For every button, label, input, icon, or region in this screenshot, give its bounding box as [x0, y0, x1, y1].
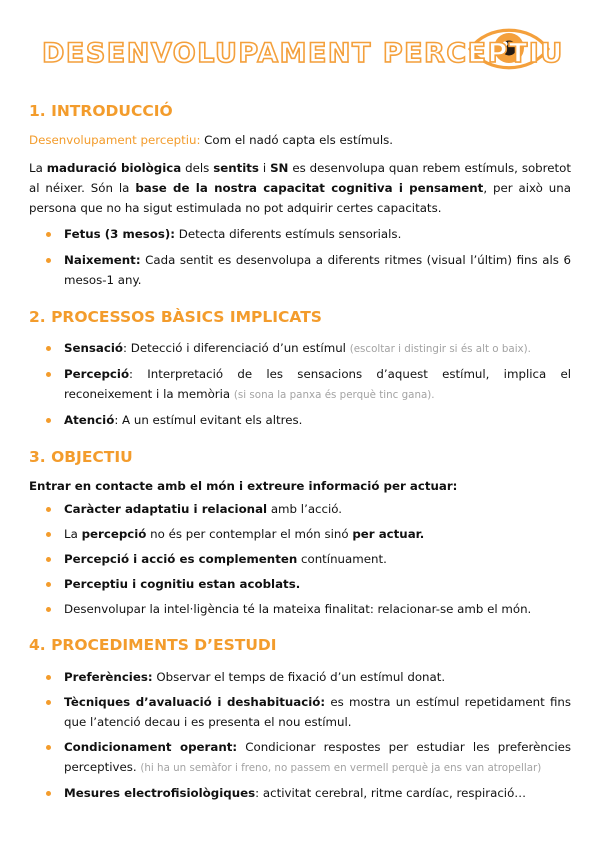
objective-intro: Entrar en contacte amb el món i extreure informació per actuar:	[29, 479, 458, 493]
section-heading-introduccio: 1. INTRODUCCIÓ	[29, 102, 173, 120]
bullet-icon	[46, 791, 51, 796]
bullet-icon	[46, 607, 51, 612]
section-heading-processos: 2. PROCESSOS BÀSICS IMPLICATS	[29, 308, 322, 326]
list-item: Fetus (3 mesos): Detecta diferents estímuls sensorials.	[29, 224, 571, 244]
processes-list	[29, 338, 571, 430]
list-item: Sensació: Detecció i diferenciació d’un estímul (escoltar i distingir si és alt o baix).	[29, 338, 571, 359]
objective-list	[29, 499, 571, 619]
list-item: Condicionament operant: Condicionar respostes per estudiar les preferències perceptives. (hi ha un semàfor i freno, no passem en vermell perquè ja ens van atropellar)	[29, 737, 571, 778]
document-body	[29, 102, 571, 803]
page-header	[0, 18, 600, 88]
bullet-icon	[46, 700, 51, 705]
bullet-icon	[46, 346, 51, 351]
list-item: Mesures electrofisiològiques: activitat cerebral, ritme cardíac, respiració…	[29, 783, 571, 803]
bullet-icon	[46, 675, 51, 680]
intro-list	[29, 224, 571, 290]
list-item: La percepció no és per contemplar el món sinó per actuar.	[29, 524, 571, 544]
section-heading-procediments: 4. PROCEDIMENTS D’ESTUDI	[29, 636, 277, 654]
list-item: Perceptiu i cognitiu estan acoblats.	[29, 574, 571, 594]
bullet-icon	[46, 232, 51, 237]
section-heading-objectiu: 3. OBJECTIU	[29, 448, 133, 466]
definition-paragraph: Desenvolupament perceptiu: Com el nadó capta els estímuls.	[29, 133, 394, 147]
bullet-icon	[46, 372, 51, 377]
bullet-icon	[46, 507, 51, 512]
bullet-icon	[46, 532, 51, 537]
procedures-list	[29, 667, 571, 803]
list-item: Atenció: A un estímul evitant els altres.	[29, 410, 571, 430]
list-item: Naixement: Cada sentit es desenvolupa a diferents ritmes (visual l’últim) fins als 6 mesos-1 any.	[29, 250, 571, 290]
list-item: Caràcter adaptatiu i relacional amb l’acció.	[29, 499, 571, 519]
definition-term: Desenvolupament perceptiu:	[29, 133, 201, 147]
intro-paragraph: La maduració biològica dels sentits i SN es desenvolupa quan rebem estímuls, sobretot al néixer. Són la base de la nostra capacitat cognitiva i pensament, per això una persona que no ha sigut estimulada no pot adquirir certes capacitats.	[29, 161, 571, 215]
bullet-icon	[46, 258, 51, 263]
bullet-icon	[46, 418, 51, 423]
bullet-icon	[46, 557, 51, 562]
list-item: Percepció i acció es complementen contínuament.	[29, 549, 571, 569]
bullet-icon	[46, 745, 51, 750]
page-title: DESENVOLUPAMENT PERCEPTIU	[42, 38, 564, 69]
list-item: Tècniques d’avaluació i deshabituació: es mostra un estímul repetidament fins que l’atenció decau i es presenta el nou estímul.	[29, 692, 571, 732]
list-item: Preferències: Observar el temps de fixació d’un estímul donat.	[29, 667, 571, 687]
list-item: Percepció: Interpretació de les sensacions d’aquest estímul, implica el reconeixement i la memòria (si sona la panxa és perquè tinc gana).	[29, 364, 571, 405]
bullet-icon	[46, 582, 51, 587]
list-item: Desenvolupar la intel·ligència té la mateixa finalitat: relacionar-se amb el món.	[29, 599, 571, 619]
